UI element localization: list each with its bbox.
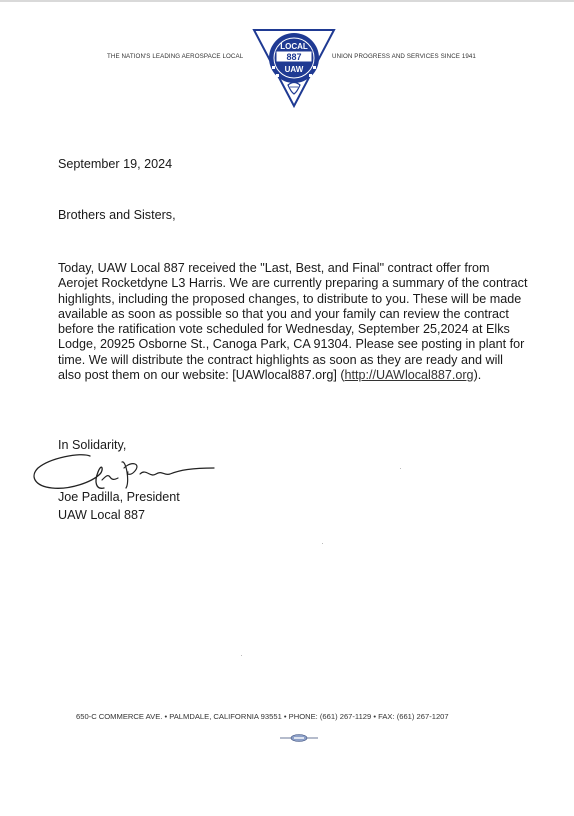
- top-border: [0, 0, 574, 2]
- scan-speck: [241, 655, 242, 656]
- signer-name: Joe Padilla, President: [58, 490, 180, 504]
- letter-body: [58, 261, 528, 383]
- letter-body-text: Today, UAW Local 887 received the "Last, Best, and Final" contract offer from Aerojet Rocketdyne L3 Harris. We are currently preparing a summary of the contract highlights, including the proposed changes, to distribute to you. These will be made available as soon as possible so that you and your family can review the contract before the ratification vote scheduled for Wednesday, September 25,2024 at Elks Lodge, 20925 Osborne St., Canoga Park, CA 91304. Please see posting in plant for time. We will distribute the contract highlights as soon as they are ready and will also post them on our website: [UAWlocal887.org] (: [58, 261, 528, 383]
- footer-address: 650-C COMMERCE AVE. • PALMDALE, CALIFORNIA 93551 • PHONE: (661) 267-1129 • FAX: (661) 267-1207: [76, 712, 449, 721]
- letter-salutation: Brothers and Sisters,: [58, 208, 176, 222]
- website-link[interactable]: http://UAWlocal887.org: [344, 368, 474, 383]
- uaw-local-887-logo: [252, 22, 336, 108]
- logo-local-text: LOCAL: [280, 42, 308, 51]
- letter-closing: In Solidarity,: [58, 438, 127, 452]
- scan-speck: [322, 543, 323, 544]
- letterhead-tagline-right: UNION PROGRESS AND SERVICES SINCE 1941: [332, 53, 476, 60]
- letter-body-end: ).: [473, 368, 482, 383]
- logo-number-text: 887: [286, 52, 302, 62]
- union-bug-icon: [280, 734, 318, 742]
- logo-uaw-text: UAW: [284, 65, 304, 74]
- letterhead-tagline-left: THE NATION'S LEADING AEROSPACE LOCAL: [107, 53, 244, 60]
- letter-date: September 19, 2024: [58, 157, 173, 171]
- signer-organization: UAW Local 887: [58, 508, 146, 522]
- scan-speck: [400, 468, 401, 469]
